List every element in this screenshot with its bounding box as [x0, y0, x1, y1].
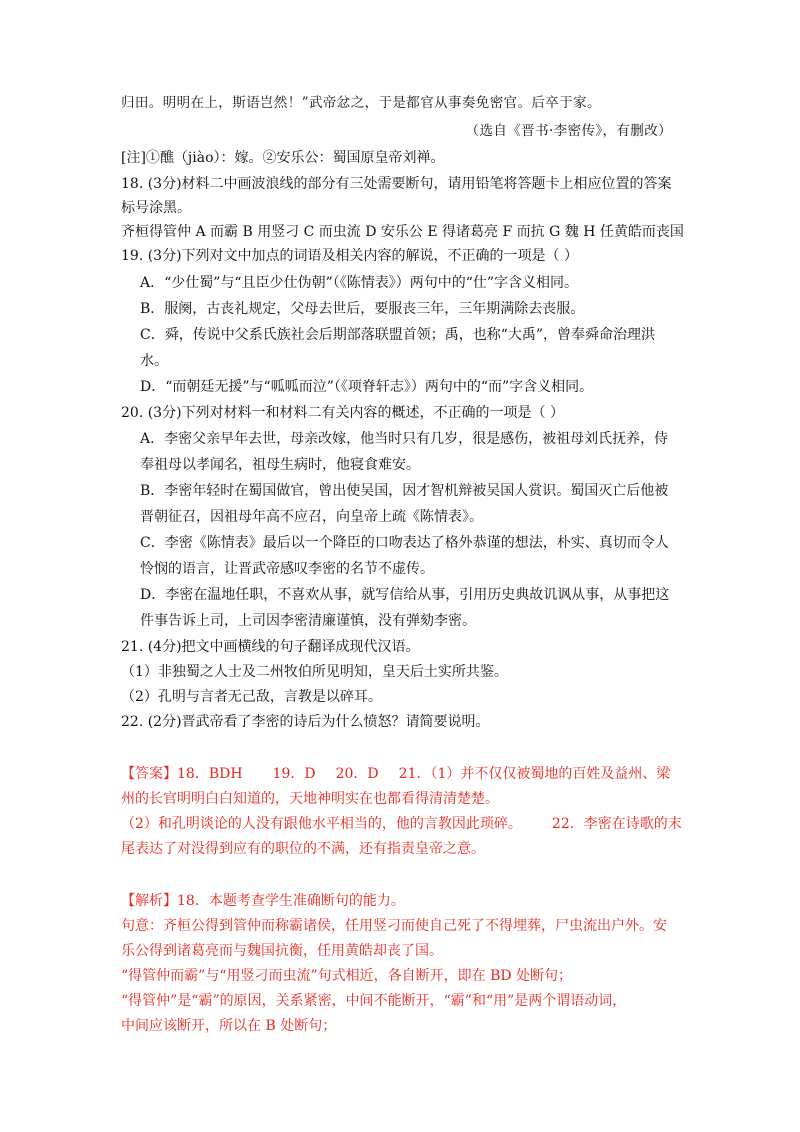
- question-18-line1: 18. (3分)材料二中画波浪线的部分有三处需要断句，请用铅笔将答题卡上相应位置的答案: [121, 176, 672, 192]
- analysis-line-5: “得管仲”是“霸”的原因，关系紧密，中间不能断开，“霸”和“用”是两个谓语动词，: [121, 993, 627, 1009]
- question-18-sentence: 齐桓得管仲 A 而霸 B 用竖刁 C 而虫流 D 安乐公 E 得诸葛亮 F 而抗 G 魏 H 任黄皓而丧国: [121, 224, 684, 240]
- analysis-line-3: 乐公得到诸葛亮而与魏国抗衡，任用黄皓却丧了国。: [121, 943, 443, 959]
- question-20-option-a-line2: 奉祖母以孝闻名，祖母生病时，他寝食难安。: [140, 457, 420, 473]
- question-20-option-d-line1: D．李密在温地任职，不喜欢从事，就写信给从事，引用历史典故讥讽从事，从事把这: [140, 587, 670, 603]
- question-20-option-b-line2: 晋朝征召，因祖母年高不应召，向皇帝上疏《陈情表》。: [140, 509, 483, 525]
- answer-21-part1-continued: 州的长官明明白白知道的，天地神明实在也都看得清清楚楚。: [121, 791, 499, 807]
- question-19-option-c-line2: 水。: [140, 353, 168, 369]
- analysis-line-4: “得管仲而霸”与“用竖刁而虫流”句式相近，各自断开，即在 BD 处断句；: [121, 968, 573, 984]
- question-19-stem: 19. (3分)下列对文中加点的词语及相关内容的解说，不正确的一项是（ ）: [121, 248, 578, 264]
- question-19-option-c-line1: C．舜，传说中父系氏族社会后期部落联盟首领；禹，也称“大禹”，曾奉舜命治理洪: [140, 327, 656, 343]
- answer-20: 20．D: [335, 766, 379, 782]
- answer-19: 19．D: [272, 766, 316, 782]
- annotation-note: [注]①醮（jiào）：嫁。②安乐公：蜀国原皇帝刘禅。: [121, 150, 445, 166]
- question-20-option-a-line1: A．李密父亲早年去世，母亲改嫁，他当时只有几岁，很是感伤，被祖母刘氏抚养，侍: [140, 431, 669, 447]
- answer-21-part2: （2）和孔明谈论的人没有跟他水平相当的，他的言教因此琐碎。: [121, 816, 522, 832]
- analysis-line-6: 中间应该断开，所以在 B 处断句；: [121, 1018, 337, 1034]
- source-text-last-line: 归田。明明在上，斯语岂然！”武帝忿之，于是都官从事奏免密官。后卒于家。: [121, 95, 601, 111]
- answer-21-part1: 21．（1）并不仅仅被蜀地的百姓及益州、梁: [398, 766, 671, 782]
- question-21-sentence-2: （2）孔明与言者无己敌，言教是以碎耳。: [121, 689, 382, 705]
- question-20-option-c-line1: C．李密《陈情表》最后以一个降臣的口吻表达了格外恭谨的想法，朴实、真切而令人: [140, 535, 669, 551]
- source-citation: （选自《晋书·李密传》，有删改）: [465, 123, 672, 139]
- question-20-option-c-line2: 怜悯的语言，让晋武帝感叹李密的名节不虚传。: [140, 561, 434, 577]
- answer-18: 18．BDH: [177, 766, 243, 782]
- analysis-tag: 【解析】: [121, 893, 177, 909]
- question-19-option-a: A．“少仕蜀”与“且臣少仕伪朝”（《陈情表》）两句中的“仕”字含义相同。: [140, 275, 579, 291]
- question-21-sentence-1: （1）非独蜀之人士及二州牧伯所见明知，皇天后土实所共鉴。: [121, 664, 508, 680]
- question-19-option-d: D．“而朝廷无援”与“呱呱而泣”（《项脊轩志》）两句中的“而”字含义相同。: [140, 379, 594, 395]
- answer-22: 22．李密在诗歌的末: [551, 816, 682, 832]
- answer-22-continued: 尾表达了对没得到应有的职位的不满，还有指责皇帝之意。: [121, 841, 485, 857]
- analysis-18-intro: 18．本题考查学生准确断句的能力。: [177, 893, 405, 909]
- analysis-line-1: [121, 891, 701, 911]
- answer-line-3: [121, 814, 701, 834]
- question-20-stem: 20. (3分)下列对材料一和材料二有关内容的概述，不正确的一项是（ ）: [121, 405, 564, 421]
- question-21-stem: 21. (4分)把文中画横线的句子翻译成现代汉语。: [121, 639, 420, 655]
- question-18-line2: 标号涂黑。: [121, 200, 191, 216]
- answer-tag: 【答案】: [121, 766, 177, 782]
- answer-line-1: [121, 764, 701, 784]
- question-20-option-b-line1: B．李密年轻时在蜀国做官，曾出使吴国，因才智机辩被吴国人赏识。蜀国灭亡后他被: [140, 483, 669, 499]
- question-19-option-b: B．服阕，古丧礼规定，父母去世后，要服丧三年，三年期满除去丧服。: [140, 301, 585, 317]
- question-20-option-d-line2: 件事告诉上司，上司因李密清廉谨慎，没有弹劾李密。: [140, 613, 476, 629]
- analysis-line-2: 句意：齐桓公得到管仲而称霸诸侯，任用竖刁而使自己死了不得埋葬，尸虫流出户外。安: [121, 918, 667, 934]
- question-22-stem: 22. (2分)晋武帝看了李密的诗后为什么愤怒？请简要说明。: [121, 714, 490, 730]
